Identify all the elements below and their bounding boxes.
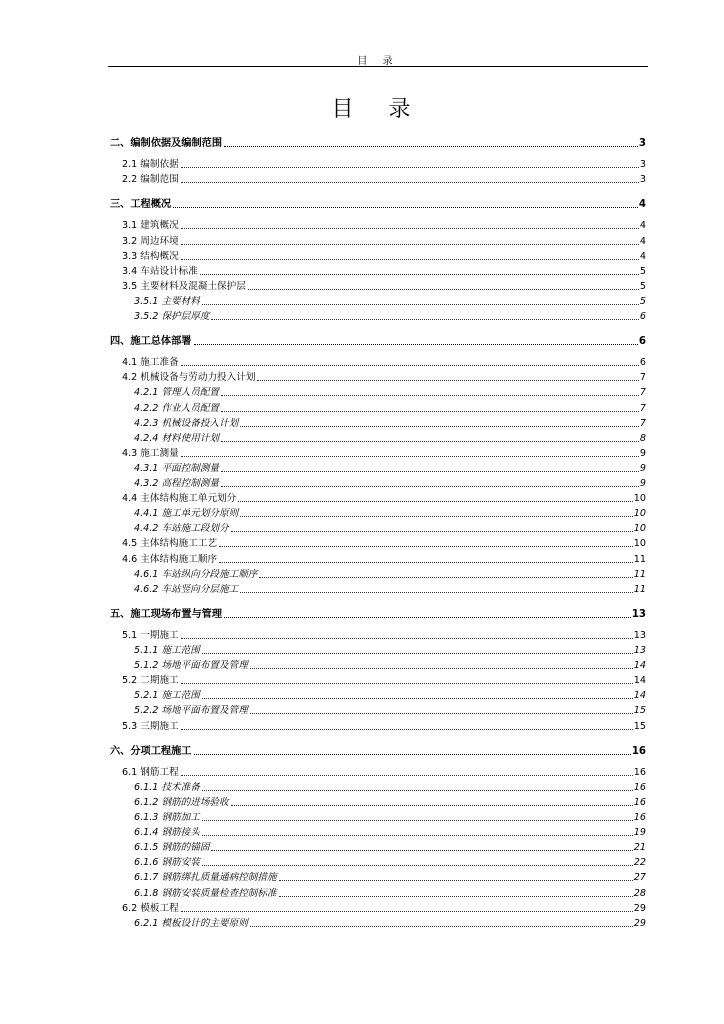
toc-entry[interactable] bbox=[110, 536, 646, 550]
toc-entry-label: 4.3.2 高程控制测量 bbox=[134, 478, 220, 489]
toc-leader-dots bbox=[181, 167, 639, 168]
toc-entry-label: 6.1.4 钢筋接头 bbox=[134, 827, 200, 839]
toc-leader-dots bbox=[181, 228, 639, 229]
toc-entry-label: 三、工程概况 bbox=[110, 199, 172, 211]
toc-entry[interactable] bbox=[110, 431, 646, 445]
toc-entry-page: 13 bbox=[631, 608, 646, 620]
toc-leader-dots bbox=[221, 411, 639, 412]
toc-entry-label: 4.6.1 车站纵向分段施工顺序 bbox=[134, 568, 258, 580]
toc-entry-page: 7 bbox=[639, 387, 646, 399]
toc-entry[interactable] bbox=[110, 521, 646, 535]
toc-leader-dots bbox=[181, 182, 639, 183]
toc-entry-label: 6.2.1 模板设计的主要原则 bbox=[134, 917, 248, 929]
toc-leader-dots bbox=[224, 146, 638, 147]
toc-leader-dots bbox=[202, 698, 633, 699]
toc-entry[interactable] bbox=[110, 309, 646, 323]
toc-leader-dots bbox=[231, 805, 633, 806]
toc-entry-page: 19 bbox=[633, 827, 646, 839]
toc-leader-dots bbox=[211, 319, 638, 320]
toc-entry-label: 4.2.2 作业人员配置 bbox=[134, 402, 220, 414]
toc-entry-label: 4.4.2 车站施工段划分 bbox=[134, 523, 229, 535]
toc-entry-page: 5 bbox=[639, 280, 646, 292]
toc-entry-page: 4 bbox=[639, 250, 646, 262]
toc-entry-page: 5 bbox=[639, 265, 646, 277]
toc-entry[interactable] bbox=[110, 506, 646, 520]
toc-entry-label: 5.1.2 场地平面布置及管理 bbox=[134, 660, 248, 672]
toc-entry-label: 4.2 机械设备与劳动力投入计划 bbox=[122, 372, 256, 384]
toc-leader-dots bbox=[181, 729, 633, 730]
toc-entry-label: 2.1 编制依据 bbox=[122, 159, 179, 171]
toc-leader-dots bbox=[219, 562, 633, 563]
toc-entry[interactable] bbox=[110, 628, 646, 642]
toc-entry-label: 5.2.1 施工范围 bbox=[134, 690, 200, 702]
toc-entry-label: 4.3.1 平面控制测量 bbox=[134, 462, 220, 474]
toc-leader-dots bbox=[250, 926, 633, 927]
toc-leader-dots bbox=[202, 653, 633, 654]
toc-entry[interactable] bbox=[110, 688, 646, 702]
toc-entry[interactable] bbox=[110, 744, 646, 758]
toc-entry[interactable] bbox=[110, 401, 646, 415]
toc-leader-dots bbox=[202, 820, 633, 821]
toc-entry[interactable] bbox=[110, 476, 646, 490]
toc-leader-dots bbox=[194, 344, 638, 345]
toc-entry[interactable] bbox=[110, 719, 646, 733]
toc-entry-page: 28 bbox=[633, 887, 646, 899]
toc-entry[interactable] bbox=[110, 370, 646, 384]
toc-leader-dots bbox=[181, 365, 639, 366]
toc-entry-label: 五、施工现场布置与管理 bbox=[110, 608, 223, 620]
toc-entry-page: 6 bbox=[639, 357, 646, 369]
toc-entry-label: 3.5.1 主要材料 bbox=[134, 295, 200, 307]
toc-entry-page: 4 bbox=[638, 199, 646, 211]
toc-leader-dots bbox=[173, 207, 638, 208]
toc-entry-page: 10 bbox=[633, 508, 646, 520]
toc-entry[interactable] bbox=[110, 446, 646, 460]
toc-entry-page: 15 bbox=[633, 720, 646, 732]
toc-entry[interactable] bbox=[110, 810, 646, 824]
toc-entry[interactable] bbox=[110, 197, 646, 211]
toc-entry-label: 6.1.6 钢筋安装 bbox=[134, 857, 200, 869]
toc-entry-label: 6.1 钢筋工程 bbox=[122, 766, 179, 778]
toc-entry[interactable] bbox=[110, 218, 646, 232]
toc-entry[interactable] bbox=[110, 157, 646, 171]
toc-entry-page: 9 bbox=[639, 447, 646, 459]
toc-entry[interactable] bbox=[110, 279, 646, 293]
toc-leader-dots bbox=[221, 441, 639, 442]
toc-entry-label: 3.5 主要材料及混凝土保护层 bbox=[122, 280, 246, 292]
toc-entry-page: 11 bbox=[633, 553, 646, 565]
toc-entry-page: 7 bbox=[639, 372, 646, 384]
toc-leader-dots bbox=[250, 713, 633, 714]
toc-leader-dots bbox=[202, 835, 633, 836]
toc-entry[interactable] bbox=[110, 264, 646, 278]
toc-entry-label: 3.3 结构概况 bbox=[122, 250, 179, 262]
toc-leader-dots bbox=[181, 456, 639, 457]
toc-entry-label: 5.3 三期施工 bbox=[122, 720, 179, 732]
toc-entry[interactable] bbox=[110, 840, 646, 854]
toc-entry[interactable] bbox=[110, 552, 646, 566]
toc-entry-label: 5.1 一期施工 bbox=[122, 629, 179, 641]
toc-entry[interactable] bbox=[110, 416, 646, 430]
toc-entry-page: 10 bbox=[633, 493, 646, 505]
toc-entry-page: 11 bbox=[633, 583, 646, 595]
toc-entry-page: 21 bbox=[633, 842, 646, 854]
toc-leader-dots bbox=[181, 911, 633, 912]
toc-entry-page: 16 bbox=[633, 796, 646, 808]
toc-entry-page: 4 bbox=[639, 220, 646, 232]
toc-entry-page: 9 bbox=[639, 478, 646, 489]
toc-entry-page: 9 bbox=[639, 462, 646, 474]
toc-entry-page: 5 bbox=[639, 295, 646, 307]
toc-leader-dots bbox=[231, 531, 633, 532]
toc-entry[interactable] bbox=[110, 334, 646, 348]
toc-entry-page: 10 bbox=[633, 538, 646, 550]
toc-leader-dots bbox=[219, 546, 633, 547]
toc-entry-page: 16 bbox=[631, 745, 646, 757]
toc-entry[interactable] bbox=[110, 855, 646, 869]
toc-leader-dots bbox=[224, 617, 631, 618]
toc-entry-page: 13 bbox=[633, 629, 646, 641]
toc-entry-page: 29 bbox=[633, 917, 646, 929]
toc-entry-label: 二、编制依据及编制范围 bbox=[110, 138, 223, 149]
toc-entry-label: 4.5 主体结构施工工艺 bbox=[122, 538, 218, 550]
running-header: 目 录 bbox=[357, 56, 399, 67]
toc-entry-page: 3 bbox=[639, 174, 646, 186]
toc-entry-page: 11 bbox=[633, 568, 646, 580]
toc-entry-label: 6.1.1 技术准备 bbox=[134, 781, 200, 793]
toc-entry[interactable] bbox=[110, 886, 646, 900]
toc-entry-label: 5.2.2 场地平面布置及管理 bbox=[134, 705, 248, 717]
toc-entry[interactable] bbox=[110, 870, 646, 884]
toc-entry[interactable] bbox=[110, 294, 646, 308]
toc-leader-dots bbox=[202, 304, 639, 305]
toc-entry[interactable] bbox=[110, 643, 646, 657]
toc-entry[interactable] bbox=[110, 703, 646, 717]
toc-leader-dots bbox=[194, 754, 631, 755]
toc-entry[interactable] bbox=[110, 765, 646, 779]
toc-entry-page: 16 bbox=[633, 781, 646, 793]
toc-leader-dots bbox=[259, 577, 632, 578]
toc-entry[interactable] bbox=[110, 172, 646, 186]
toc-entry[interactable] bbox=[110, 658, 646, 672]
toc-entry-page: 27 bbox=[633, 872, 646, 884]
toc-entry[interactable] bbox=[110, 825, 646, 839]
toc-leader-dots bbox=[211, 850, 632, 851]
toc-entry-page: 6 bbox=[639, 311, 646, 322]
toc-leader-dots bbox=[279, 896, 633, 897]
toc-title: 目 录 bbox=[331, 97, 425, 122]
toc-entry-page: 16 bbox=[633, 812, 646, 823]
toc-entry-label: 6.2 模板工程 bbox=[122, 902, 179, 914]
toc-entry-label: 3.1 建筑概况 bbox=[122, 220, 179, 232]
toc-entry-label: 6.1.3 钢筋加工 bbox=[134, 812, 200, 823]
toc-entry-page: 14 bbox=[633, 660, 646, 672]
toc-entry-label: 5.1.1 施工范围 bbox=[134, 645, 200, 656]
toc-entry[interactable] bbox=[110, 567, 646, 581]
toc-entry[interactable] bbox=[110, 234, 646, 248]
toc-entry-label: 4.6 主体结构施工顺序 bbox=[122, 553, 218, 565]
toc-entry-page: 14 bbox=[633, 675, 646, 687]
toc-leader-dots bbox=[257, 380, 638, 381]
toc-leader-dots bbox=[240, 592, 633, 593]
toc-leader-dots bbox=[202, 790, 633, 791]
toc-entry-page: 4 bbox=[639, 235, 646, 247]
toc-leader-dots bbox=[181, 259, 639, 260]
toc-entry-page: 7 bbox=[639, 417, 646, 429]
toc-entry-label: 6.1.5 钢筋的锚固 bbox=[134, 842, 210, 854]
toc-entry[interactable] bbox=[110, 607, 646, 621]
toc-leader-dots bbox=[221, 395, 639, 396]
toc-leader-dots bbox=[200, 274, 639, 275]
toc-leader-dots bbox=[202, 865, 633, 866]
toc-leader-dots bbox=[181, 775, 633, 776]
toc-leader-dots bbox=[221, 471, 639, 472]
toc-entry-label: 4.2.3 机械设备投入计划 bbox=[134, 417, 239, 429]
toc-entry-page: 8 bbox=[639, 432, 646, 444]
toc-leader-dots bbox=[221, 486, 639, 487]
toc-entry-label: 4.6.2 车站竖向分层施工 bbox=[134, 583, 239, 595]
toc-entry[interactable] bbox=[110, 780, 646, 794]
toc-entry[interactable] bbox=[110, 136, 646, 150]
toc-entry-label: 4.4 主体结构施工单元划分 bbox=[122, 493, 237, 505]
toc-entry-label: 3.5.2 保护层厚度 bbox=[134, 311, 210, 322]
toc-entry-label: 4.4.1 施工单元划分原则 bbox=[134, 508, 239, 520]
toc-entry-label: 2.2 编制范围 bbox=[122, 174, 179, 186]
toc-leader-dots bbox=[240, 516, 633, 517]
toc-entry-page: 14 bbox=[633, 690, 646, 702]
toc-entry[interactable] bbox=[110, 491, 646, 505]
toc-entry-page: 7 bbox=[639, 402, 646, 414]
toc-entry-page: 22 bbox=[633, 857, 646, 869]
toc-entry[interactable] bbox=[110, 916, 646, 930]
header-rule bbox=[108, 66, 648, 67]
toc-entry-label: 4.2.4 材料使用计划 bbox=[134, 432, 220, 444]
toc-entry[interactable] bbox=[110, 582, 646, 596]
toc-entry-page: 13 bbox=[633, 645, 646, 656]
toc-entry-label: 4.1 施工准备 bbox=[122, 357, 179, 369]
toc-entry-label: 3.2 周边环境 bbox=[122, 235, 179, 247]
toc-leader-dots bbox=[181, 683, 633, 684]
toc-entry-label: 6.1.2 钢筋的进场验收 bbox=[134, 796, 229, 808]
toc-entry-page: 29 bbox=[633, 902, 646, 914]
toc-entry-label: 6.1.8 钢筋安装质量检查控制标准 bbox=[134, 887, 277, 899]
toc-leader-dots bbox=[238, 501, 633, 502]
toc-entry-label: 4.3 施工测量 bbox=[122, 447, 179, 459]
toc-entry-page: 3 bbox=[638, 138, 646, 149]
toc-entry-page: 15 bbox=[633, 705, 646, 717]
toc-entry-page: 3 bbox=[639, 159, 646, 171]
toc-entry[interactable] bbox=[110, 901, 646, 915]
toc-entry-page: 16 bbox=[633, 766, 646, 778]
toc-entry-label: 6.1.7 钢筋绑扎质量通病控制措施 bbox=[134, 872, 277, 884]
toc-leader-dots bbox=[181, 638, 633, 639]
toc-entry-label: 四、施工总体部署 bbox=[110, 336, 192, 348]
toc-entry[interactable] bbox=[110, 249, 646, 263]
toc-leader-dots bbox=[248, 289, 639, 290]
toc-leader-dots bbox=[279, 880, 633, 881]
toc-entry-page: 6 bbox=[638, 336, 646, 348]
toc-leader-dots bbox=[240, 426, 639, 427]
toc-entry[interactable] bbox=[110, 385, 646, 399]
toc-leader-dots bbox=[181, 244, 639, 245]
toc-entry-label: 六、分项工程施工 bbox=[110, 745, 192, 757]
toc-entry-label: 5.2 二期施工 bbox=[122, 675, 179, 687]
toc-entry[interactable] bbox=[110, 795, 646, 809]
toc-entry-label: 3.4 车站设计标准 bbox=[122, 265, 198, 277]
toc-entry[interactable] bbox=[110, 673, 646, 687]
toc-leader-dots bbox=[250, 668, 633, 669]
toc-entry-page: 10 bbox=[633, 523, 646, 535]
toc-entry[interactable] bbox=[110, 355, 646, 369]
toc-entry[interactable] bbox=[110, 461, 646, 475]
toc-entry-label: 4.2.1 管理人员配置 bbox=[134, 387, 220, 399]
